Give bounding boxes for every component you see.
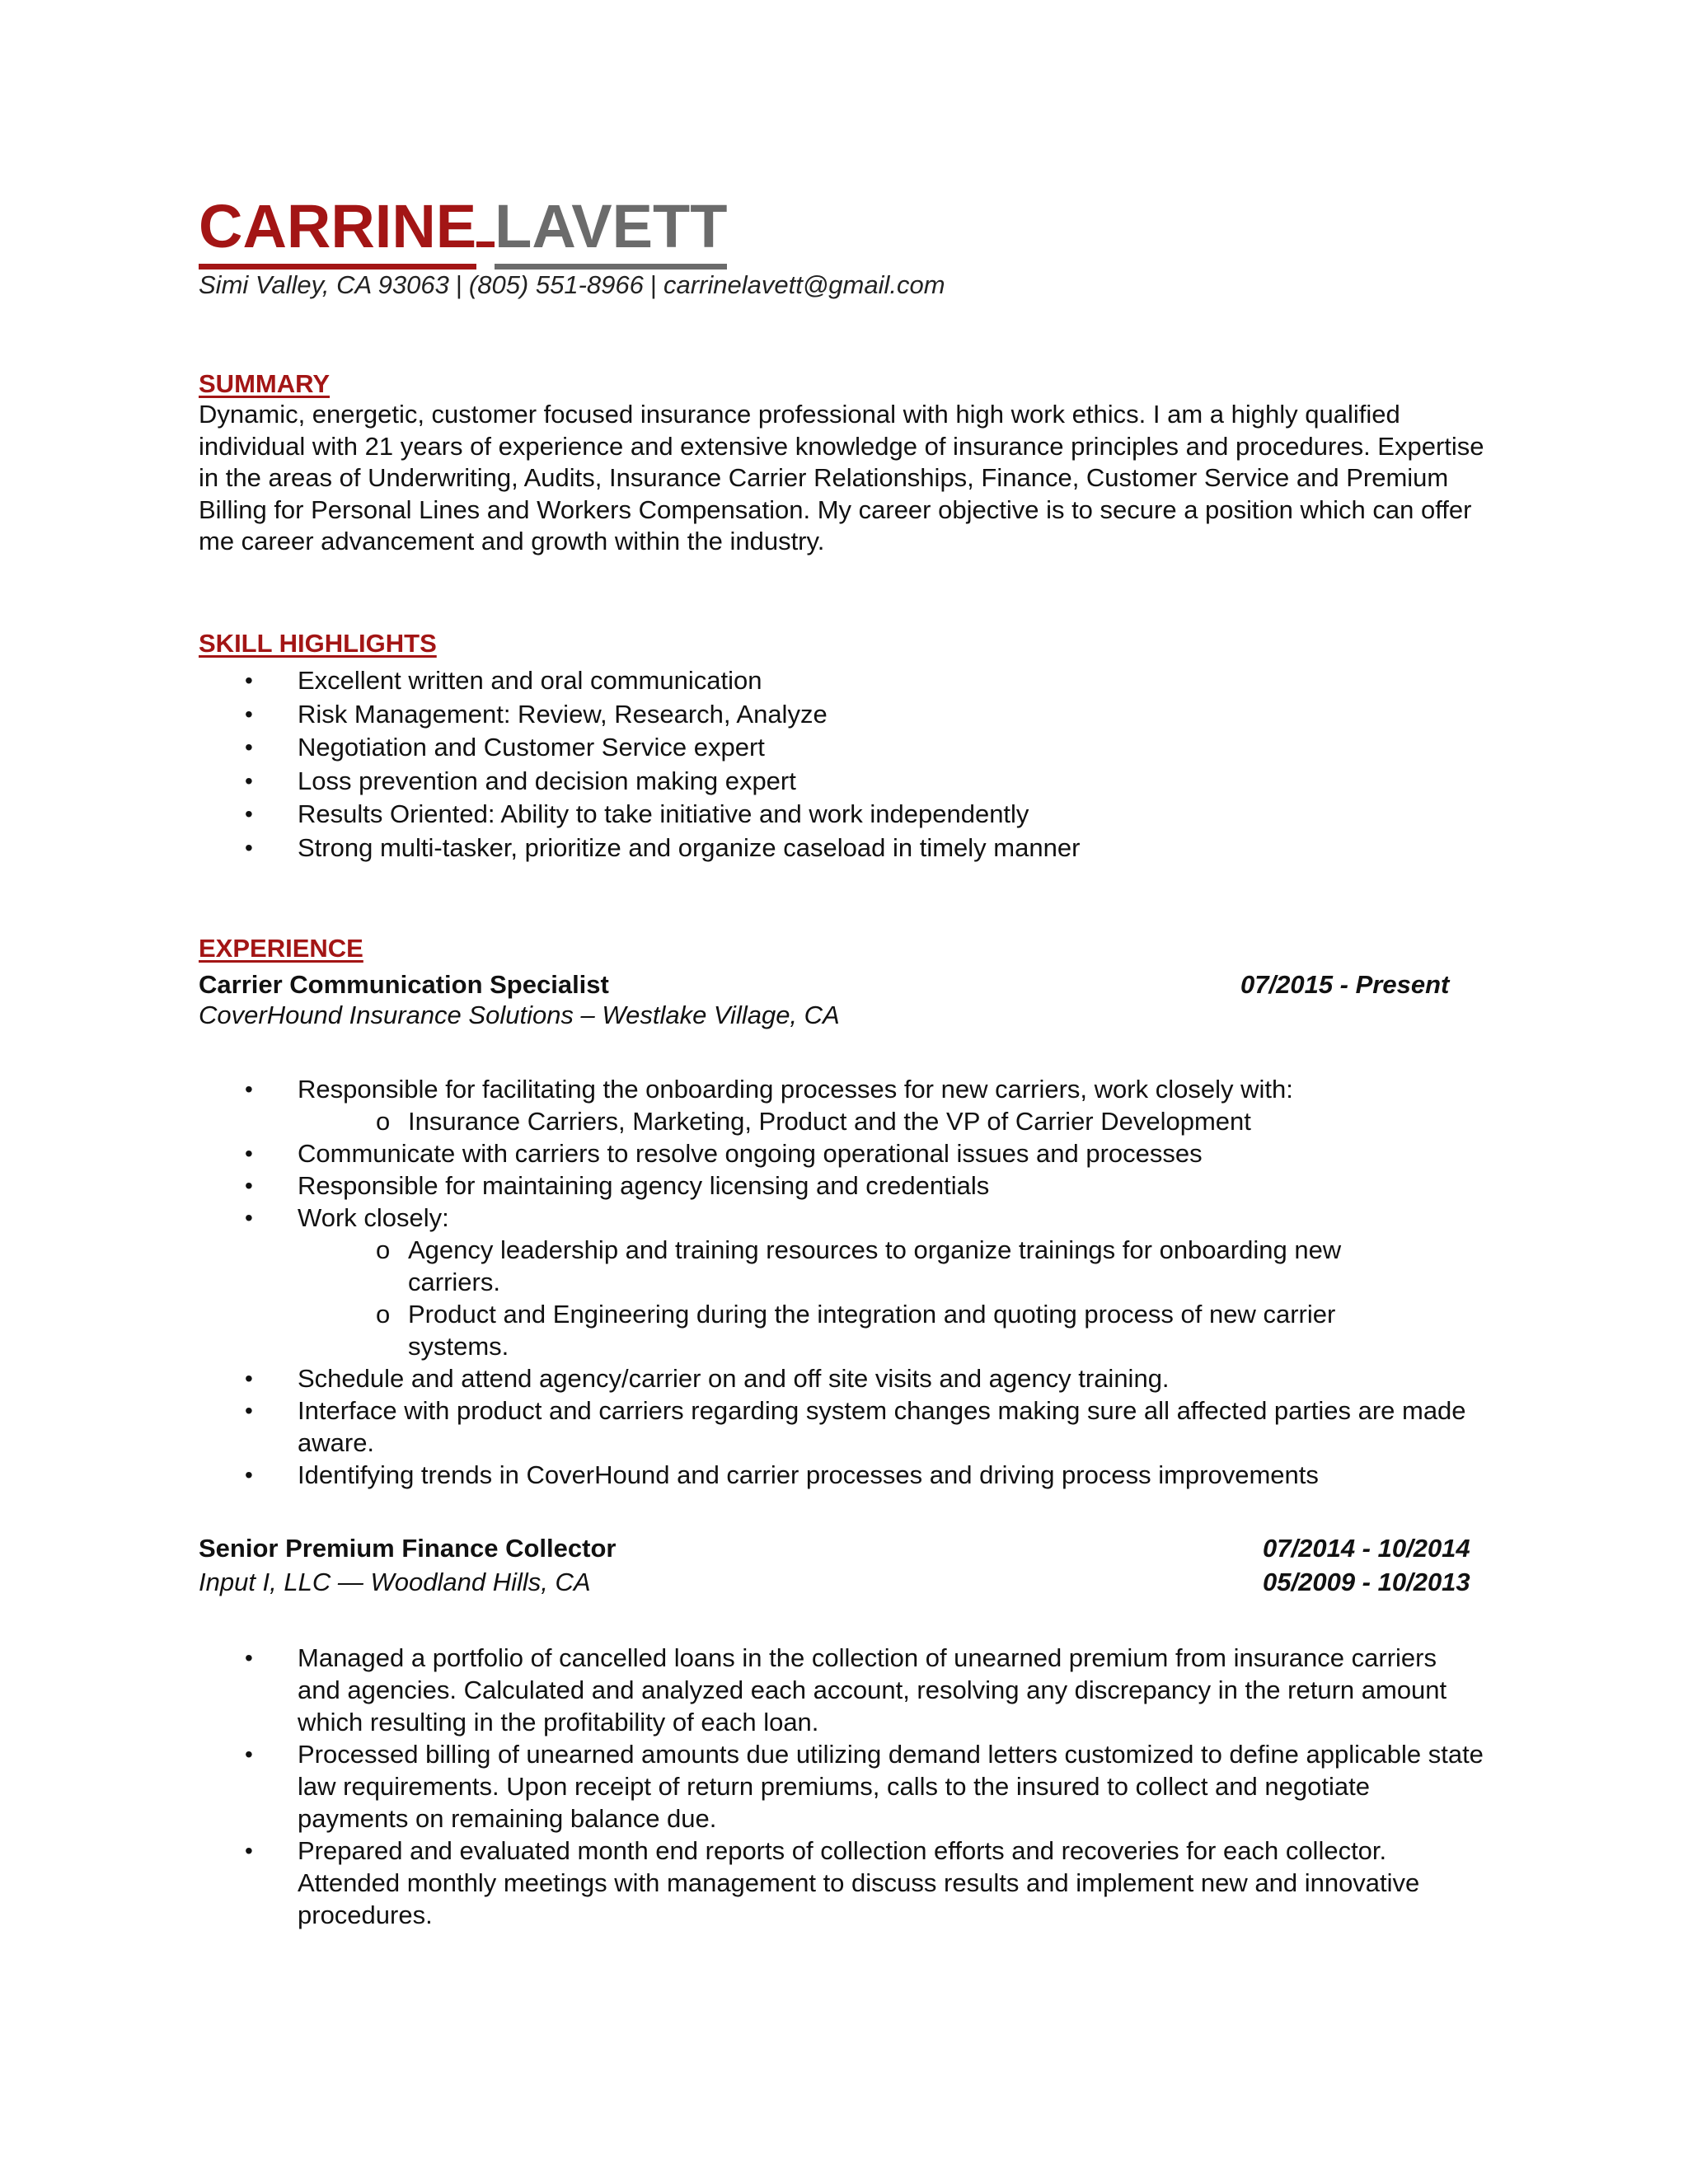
- sub-list-item: o Agency leadership and training resources to organize trainings for onboarding new carriers.: [298, 1234, 1402, 1298]
- summary-text: Dynamic, energetic, customer focused insurance professional with high work ethics. I am a highly qualified individual with 21 years of experience and extensive knowledge of insurance principles and procedures. Expertise in the areas of Underwriting, Audits, Insurance Carrier Relationships, Finance, Customer Service and Premium Billing for Personal Lines and Workers Compensation. My career objective is to secure a position which can offer me career advancement and growth within the industry.: [199, 400, 1484, 555]
- sub-list: [298, 1105, 1484, 1137]
- email-link[interactable]: carrinelavett@gmail.com: [663, 270, 945, 299]
- list-item: • Interface with product and carriers regarding system changes making sure all affected parties are made aware.: [199, 1394, 1484, 1459]
- separator: |: [649, 270, 657, 299]
- name-underline-gap: [476, 238, 495, 247]
- list-item: • Responsible for maintaining agency licensing and credentials: [199, 1169, 1484, 1202]
- list-item: • Prepared and evaluated month end reports of collection efforts and recoveries for each collector. Attended monthly meetings with management to discuss results and implement new and innovative procedures.: [199, 1835, 1484, 1931]
- list-item: • Loss prevention and decision making expert: [199, 765, 1435, 799]
- phone: (805) 551-8966: [468, 270, 644, 299]
- list-item: • Communicate with carriers to resolve ongoing operational issues and processes: [199, 1137, 1484, 1169]
- skills-heading: SKILL HIGHLIGHTS: [199, 629, 437, 658]
- list-item: [199, 1073, 1484, 1137]
- list-item: • Results Oriented: Ability to take initiative and work independently: [199, 798, 1435, 832]
- job2-duties: [199, 1642, 1484, 1931]
- job2-dates-1: 07/2014 - 10/2014: [1263, 1534, 1470, 1563]
- separator: |: [455, 270, 462, 299]
- duty-text: Work closely:: [298, 1203, 449, 1232]
- sub-list-item: o Product and Engineering during the integration and quoting process of new carrier systems.: [298, 1298, 1402, 1362]
- first-name: CARRINE: [199, 192, 476, 269]
- sub-list: [298, 1234, 1402, 1362]
- list-item: • Identifying trends in CoverHound and carrier processes and driving process improvements: [199, 1459, 1484, 1491]
- list-item: • Risk Management: Review, Research, Analyze: [199, 698, 1435, 732]
- list-item: • Processed billing of unearned amounts due utilizing demand letters customized to define applicable state law requirements. Upon receipt of return premiums, calls to the insured to collect and negotiate payments on remaining balance due.: [199, 1738, 1484, 1835]
- job1-duties: [199, 1073, 1484, 1491]
- experience-heading: EXPERIENCE: [199, 934, 363, 963]
- duty-text: Responsible for facilitating the onboarding processes for new carriers, work closely with:: [298, 1075, 1293, 1104]
- last-name: LAVETT: [495, 192, 727, 269]
- candidate-name: [199, 192, 728, 260]
- list-item: • Managed a portfolio of cancelled loans in the collection of unearned premium from insurance carriers and agencies. Calculated and analyzed each account, resolving any discrepancy in the return amount which resulting in the profitability of each loan.: [199, 1642, 1484, 1738]
- list-item: • Schedule and attend agency/carrier on and off site visits and agency training.: [199, 1362, 1484, 1394]
- job1-dates: 07/2015 - Present: [1240, 970, 1450, 999]
- job1-title: Carrier Communication Specialist: [199, 970, 609, 999]
- location: Simi Valley, CA 93063: [199, 270, 449, 299]
- summary-heading: SUMMARY: [199, 369, 331, 398]
- job2-company: Input I, LLC — Woodland Hills, CA: [199, 1568, 591, 1596]
- list-item: [199, 1202, 1484, 1362]
- job2-dates-2: 05/2009 - 10/2013: [1263, 1568, 1470, 1596]
- contact-line: [199, 270, 945, 300]
- sub-list-item: o Insurance Carriers, Marketing, Product and the VP of Carrier Development: [298, 1105, 1484, 1137]
- job1-company: CoverHound Insurance Solutions – Westlake Village, CA: [199, 1001, 840, 1029]
- list-item: • Excellent written and oral communication: [199, 664, 1435, 698]
- job2-title: Senior Premium Finance Collector: [199, 1534, 617, 1563]
- list-item: • Negotiation and Customer Service expert: [199, 731, 1435, 765]
- skills-list: [199, 664, 1435, 865]
- list-item: • Strong multi-tasker, prioritize and organize caseload in timely manner: [199, 832, 1435, 865]
